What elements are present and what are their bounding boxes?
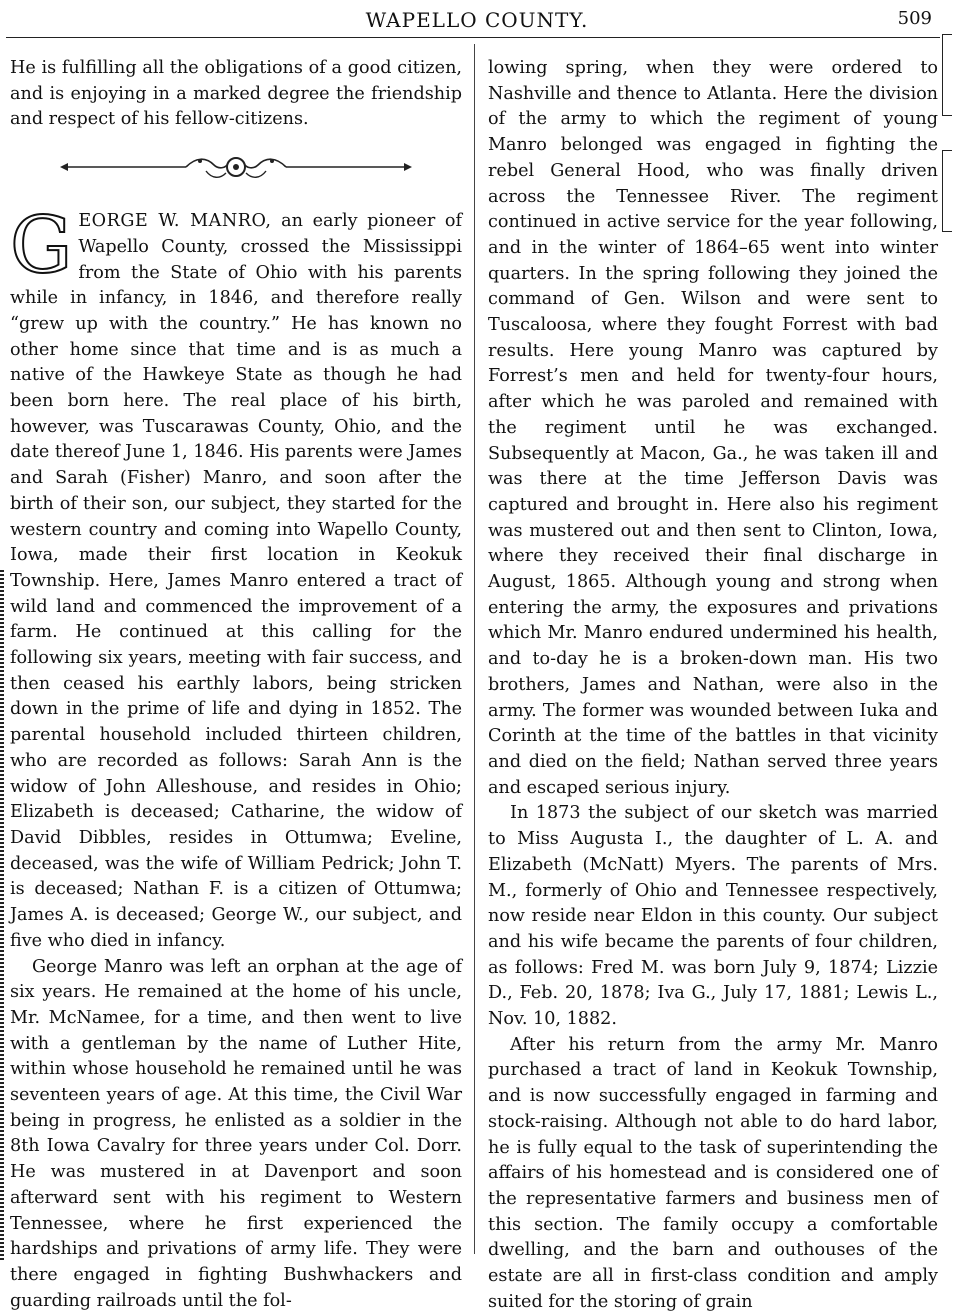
marriage-paragraph: In 1873 the subject of our sketch was married to Miss Augusta I., the daughter of L. A. and Elizabeth (McNatt) Myers. The parents of Mrs. M., formerly of Ohio and Tennessee respectively, now reside near Eldon in this county. Our subject and his wife became the parents of four children, as follows: Fred M. was born July 9, 1874; Lizzie D., Feb. 20, 1878; Iva G., July 17, 1881; Lewis L., Nov. 10, 1882. xyxy=(488,803,938,1030)
running-title: WAPELLO COUNTY. xyxy=(365,8,589,32)
page-number: 509 xyxy=(897,8,932,29)
edge-mark xyxy=(942,150,952,232)
bio-second-paragraph: George Manro was left an orphan at the age of six years. He remained at the home of his uncle, Mr. McNamee, for a time, and then went to live with a gentleman by the name of Luther Hite, within whose household he remained until he was seventeen years of age. At this time, the Civil War being in progress, he enlisted as a soldier in the 8th Iowa Cavalry for three years under Col. Dorr. He was mustered in at Davenport and soon afterward sent with his regiment to Western Tennessee, where he first experienced the hardships and privations of army life. They were there engaged in fighting Bushwhackers and guarding railroads until the fol- xyxy=(10,956,462,1311)
column-divider xyxy=(474,44,475,1254)
header-rule xyxy=(6,37,940,38)
bio-text: an early pioneer of Wapello County, crossed the Mississippi from the State of Ohio with his parents while in infancy, in 1846, and therefore really “grew up with the country.” He has known no other home since that time and is as much a native of the Hawkeye State as though he had been born here. The real place of his birth, however, was Tuscarawas County, Ohio, and the date thereof June 1, 1846. His parents were James and Sarah (Fisher) Manro, and soon after the birth of their son, our subject, they started for the western country and coming into Wapello County, Iowa, made their first location in Keokuk Township. Here, James Manro entered a tract of wild land and commenced the improvement of a farm. He continued at this calling for the following six years, meeting with fair success, and then ceased his earthly labors, being stricken down in the prime of life and dying in 1852. The parental household included thirteen children, who are recorded as follows: Sarah Ann is the widow of John Alleshouse, and resides in Ohio; Elizabeth is deceased; Catharine, the widow of David Dibbles, resides in Ottumwa; Eveline, deceased, was the wife of William Pedrick; John T. is deceased; Nathan F. is a citizen of Ottumwa; James A. is deceased; George W., our subject, and five who died in infancy. xyxy=(10,211,462,951)
page-header xyxy=(0,0,954,40)
farming-paragraph: After his return from the army Mr. Manro purchased a tract of land in Keokuk Township, and is now successfully engaged in farming and stock-raising. Although not able to do hard labor, he is fully equal to the task of superintending the affairs of his homestead and is considered one of the representative farmers and business men of this section. The family occupy a comfortable dwelling, and the barn and outhouses of the estate are all in first-class condition and amply suited for the storing of grain xyxy=(488,1034,938,1312)
subject-name: EORGE W. MANRO, xyxy=(78,211,272,232)
continued-paragraph: lowing spring, when they were ordered to Nashville and thence to Atlanta. Here the division of the army to which the regiment of young Manro belonged was engaged in fighting the rebel General Hood, who was finally driven across the Tennessee River. The regiment continued in active service for the year following, and in the winter of 1864–65 went into winter quarters. In the spring following they joined the command of Gen. Wilson and were sent to Tuscaloosa, where they fought Forrest with bad results. Here young Manro was captured by Forrest’s men and held for twenty-four hours, after which he was paroled and remained with the regiment until he was exchanged. Subsequently at Macon, Ga., he was taken ill and was there at the time Jefferson Davis was captured and brought in. Here also his regiment was mustered out and then sent to Clinton, Iowa, where they received their final discharge in August, 1865. Although young and strong when entering the army, the exposures and privations which Mr. Manro endured undermined his health, and to-day he is a broken-down man. His two brothers, James and Nathan, were also in the army. The former was wounded between Iuka and Corinth at the time of the battles in that vicinity and died on the field; Nathan served three years and escaped serious injury. xyxy=(488,58,938,798)
edge-mark xyxy=(942,34,952,116)
drop-cap: G xyxy=(10,201,73,292)
left-column xyxy=(10,56,462,1311)
intro-paragraph: He is fulfilling all the obligations of a good citizen, and is enjoying in a marked degree the friendship and respect of his fellow-citizens. xyxy=(10,58,462,130)
right-column xyxy=(488,56,938,1312)
ornament-divider-icon xyxy=(56,147,416,187)
binding-edge xyxy=(0,570,4,1260)
bio-first-paragraph xyxy=(10,201,462,954)
